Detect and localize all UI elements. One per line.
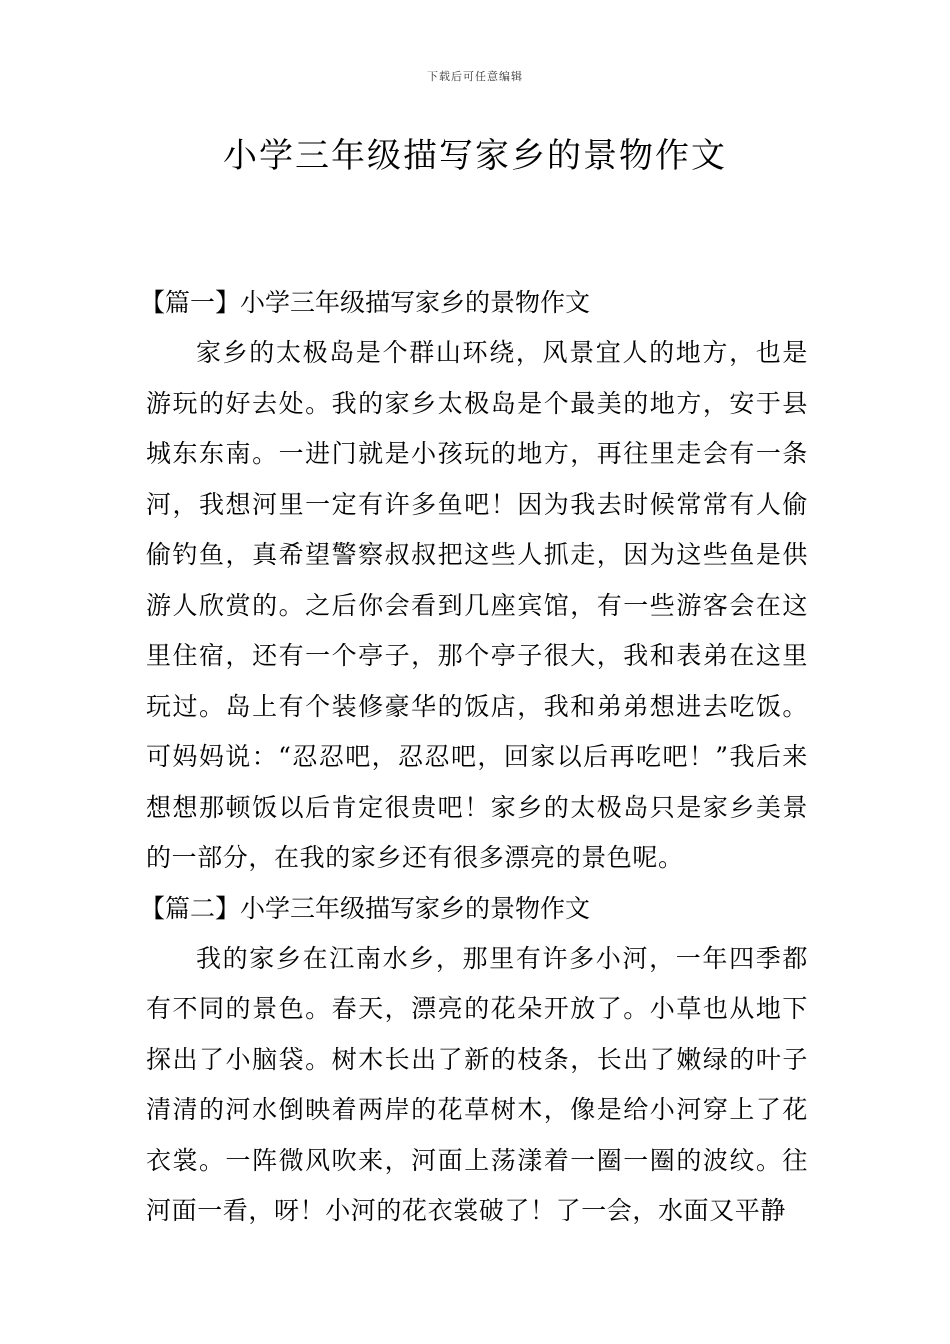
- section-paragraph-1: 家乡的太极岛是个群山环绕，风景宜人的地方，也是游玩的好去处。我的家乡太极岛是个最美的地方，安于县城东东南。一进门就是小孩玩的地方，再往里走会有一条河，我想河里一定有许多鱼吧！因为我去时候常常有人偷偷钓鱼，真希望警察叔叔把这些人抓走，因为这些鱼是供游人欣赏的。之后你会看到几座宾馆，有一些游客会在这里住宿，还有一个亭子，那个亭子很大，我和表弟在这里玩过。岛上有个装修豪华的饭店，我和弟弟想进去吃饭。可妈妈说：“忍忍吧，忍忍吧，回家以后再吃吧！”我后来想想那顿饭以后肯定很贵吧！家乡的太极岛只是家乡美景的一部分，在我的家乡还有很多漂亮的景色呢。: [146, 338, 808, 872]
- section-heading-2: 【篇二】小学三年级描写家乡的景物作文: [140, 893, 591, 923]
- section-paragraph-2: 我的家乡在江南水乡，那里有许多小河，一年四季都有不同的景色。春天，漂亮的花朵开放了。小草也从地下探出了小脑袋。树木长出了新的枝条，长出了嫩绿的叶子清清的河水倒映着两岸的花草树木，像是给小河穿上了花衣裳。一阵微风吹来，河面上荡漾着一圈一圈的波纹。往河面一看，呀！小河的花衣裳破了！了一会，水面又平静: [146, 943, 808, 1225]
- page-title: 小学三年级描写家乡的景物作文: [223, 136, 727, 176]
- section-heading-1: 【篇一】小学三年级描写家乡的景物作文: [140, 288, 591, 317]
- document-body: [140, 278, 808, 1237]
- header-note: 下载后可任意编辑: [427, 70, 523, 83]
